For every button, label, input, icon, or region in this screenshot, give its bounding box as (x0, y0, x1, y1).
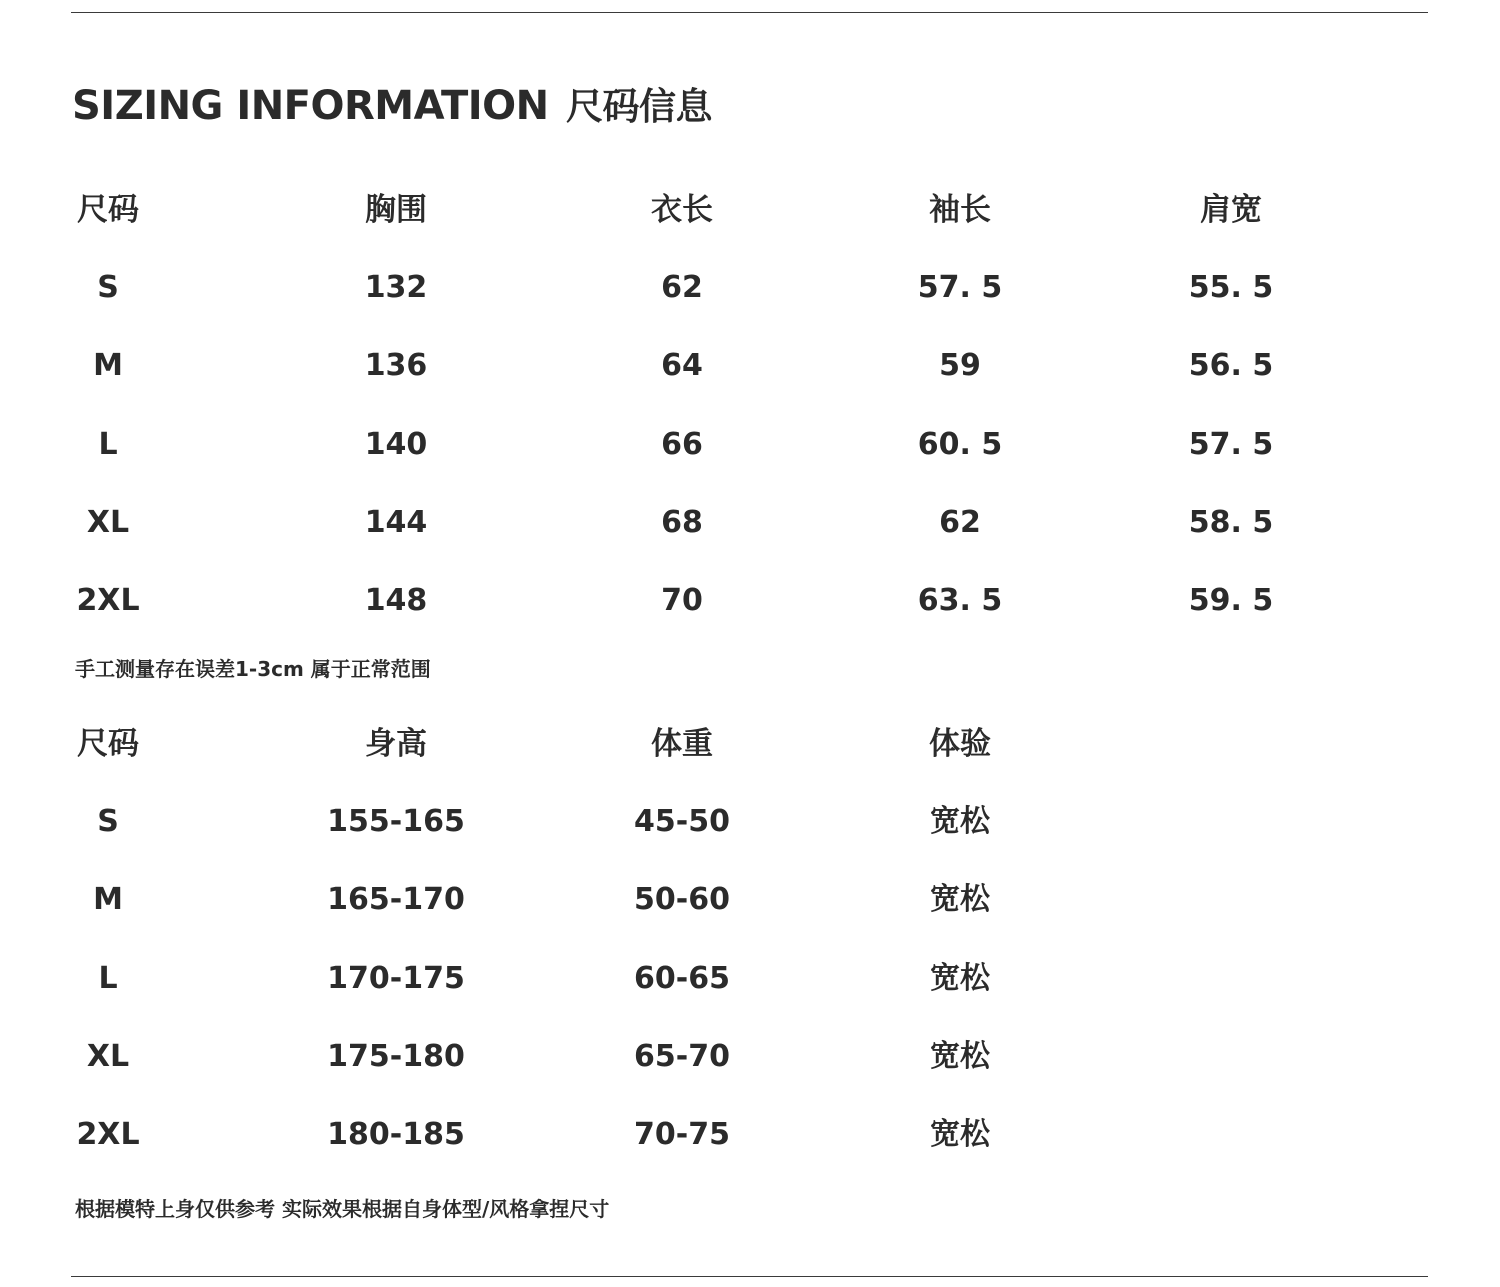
cell-chest: 144 (364, 504, 428, 540)
cell-height: 180-185 (327, 1117, 465, 1152)
cell-sleeve: 57. 5 (917, 270, 1003, 305)
cell-shoulder: 59. 5 (1188, 583, 1274, 618)
cell-fit: 宽松 (930, 882, 990, 918)
cell-size: L (98, 960, 118, 996)
cell-chest: 132 (364, 270, 428, 305)
column-header-height: 身高 (365, 726, 427, 762)
cell-sleeve: 62 (939, 504, 981, 540)
measurement-note: 手工测量存在误差1-3cm 属于正常范围 (75, 657, 431, 681)
column-header-chest: 胸围 (365, 192, 427, 228)
column-header-weight: 体重 (651, 726, 713, 762)
cell-size: L (98, 426, 118, 462)
cell-length: 62 (661, 270, 703, 305)
cell-fit: 宽松 (930, 804, 990, 839)
cell-shoulder: 55. 5 (1188, 270, 1274, 305)
cell-length: 64 (661, 348, 703, 384)
cell-fit: 宽松 (930, 1117, 990, 1152)
cell-weight: 45-50 (634, 804, 730, 839)
cell-fit: 宽松 (930, 1038, 990, 1074)
cell-length: 68 (661, 504, 703, 540)
column-header-fit: 体验 (929, 726, 991, 762)
cell-size: M (93, 882, 123, 918)
cell-size: XL (86, 1038, 130, 1074)
cell-length: 66 (661, 426, 703, 462)
cell-shoulder: 57. 5 (1188, 426, 1274, 462)
cell-size: 2XL (76, 1117, 140, 1152)
fit-reference-note: 根据模特上身仅供参考 实际效果根据自身体型/风格拿捏尺寸 (75, 1197, 610, 1221)
top-divider (71, 12, 1428, 13)
column-header-sleeve: 袖长 (929, 192, 991, 228)
title-english: SIZING INFORMATION (72, 83, 549, 129)
cell-shoulder: 58. 5 (1188, 504, 1274, 540)
bottom-divider (71, 1276, 1428, 1277)
cell-size: 2XL (76, 583, 140, 618)
cell-weight: 60-65 (634, 960, 730, 996)
cell-chest: 148 (364, 583, 428, 618)
cell-chest: 136 (364, 348, 428, 384)
cell-fit: 宽松 (930, 960, 990, 996)
cell-size: S (97, 804, 119, 839)
cell-chest: 140 (364, 426, 428, 462)
cell-height: 155-165 (327, 804, 465, 839)
cell-size: M (93, 348, 123, 384)
cell-length: 70 (661, 583, 703, 618)
title-chinese: 尺码信息 (566, 85, 713, 128)
page-title (72, 80, 712, 133)
cell-weight: 70-75 (634, 1117, 730, 1152)
cell-weight: 65-70 (634, 1038, 730, 1074)
column-header-size: 尺码 (77, 726, 139, 762)
cell-height: 170-175 (327, 960, 465, 996)
cell-sleeve: 63. 5 (917, 583, 1003, 618)
cell-shoulder: 56. 5 (1188, 348, 1274, 384)
cell-sleeve: 60. 5 (917, 426, 1003, 462)
column-header-shoulder: 肩宽 (1200, 192, 1262, 228)
column-header-size: 尺码 (77, 192, 139, 228)
cell-height: 175-180 (327, 1038, 465, 1074)
cell-size: XL (86, 504, 130, 540)
cell-height: 165-170 (327, 882, 465, 918)
column-header-length: 衣长 (651, 192, 713, 228)
cell-weight: 50-60 (634, 882, 730, 918)
cell-sleeve: 59 (939, 348, 981, 384)
cell-size: S (97, 270, 119, 305)
